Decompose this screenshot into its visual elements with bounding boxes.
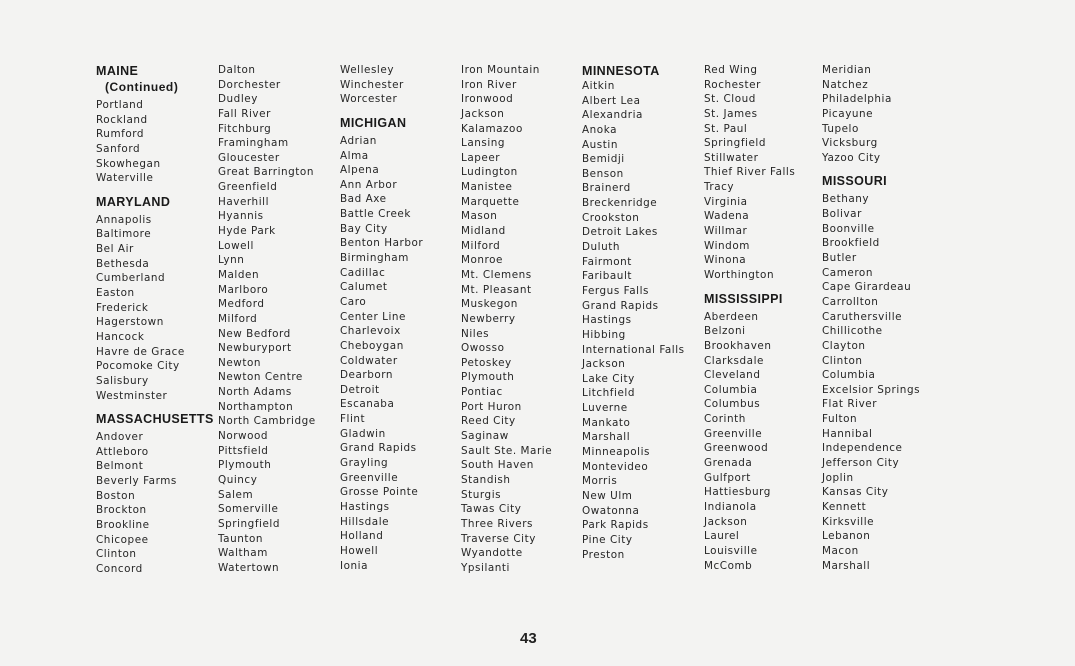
city-entry: Chillicothe	[822, 325, 883, 338]
city-entry: Marshall	[822, 559, 871, 572]
state-heading: MICHIGAN	[340, 115, 407, 130]
city-entry: Corinth	[704, 413, 746, 426]
city-entry: Quincy	[218, 473, 258, 486]
city-entry: Yazoo City	[822, 151, 881, 164]
city-entry: Hyannis	[218, 210, 264, 223]
city-entry: Taunton	[218, 532, 264, 545]
city-entry: Monroe	[461, 254, 504, 267]
city-entry: Iron River	[461, 78, 517, 91]
city-entry: Preston	[582, 548, 625, 561]
city-entry: Lowell	[218, 239, 254, 252]
city-entry: Midland	[461, 225, 506, 238]
city-entry: Tawas City	[461, 503, 522, 516]
city-entry: Waltham	[218, 547, 268, 560]
city-entry: Belmont	[96, 460, 144, 473]
city-entry: Newton	[218, 356, 261, 369]
city-entry: Litchfield	[582, 387, 635, 400]
city-entry: Gulfport	[704, 471, 751, 484]
city-entry: Thief River Falls	[704, 166, 796, 179]
city-entry: Detroit	[340, 383, 380, 396]
city-entry: Reed City	[461, 415, 516, 428]
city-entry: Manistee	[461, 181, 513, 194]
city-entry: Meridian	[822, 64, 872, 76]
city-entry: Standish	[461, 473, 511, 486]
city-entry: Kennett	[822, 500, 867, 513]
city-entry: Milford	[461, 239, 501, 252]
city-entry: Lansing	[461, 137, 506, 150]
city-entry: Philadelphia	[822, 93, 892, 106]
city-entry: Gladwin	[340, 427, 386, 440]
city-entry: Great Barrington	[218, 166, 314, 179]
city-entry: Mt. Clemens	[461, 268, 532, 281]
city-entry: Flint	[340, 413, 366, 426]
city-entry: Morris	[582, 475, 618, 488]
state-heading: MASSACHUSETTS	[96, 412, 214, 427]
city-entry: Cumberland	[96, 272, 166, 285]
city-entry: Framingham	[218, 137, 289, 150]
city-entry: Ypsilanti	[461, 561, 510, 574]
column-5	[582, 63, 707, 562]
city-entry: Grand Rapids	[340, 442, 417, 455]
city-entry: Tupelo	[822, 122, 859, 135]
city-entry: Sanford	[96, 142, 141, 155]
city-entry: Sault Ste. Marie	[461, 444, 553, 457]
city-entry: Newton Centre	[218, 371, 303, 384]
city-entry: Lapeer	[461, 151, 501, 164]
city-entry: Malden	[218, 268, 260, 281]
city-entry: Duluth	[582, 241, 621, 254]
city-entry: Port Huron	[461, 400, 522, 413]
city-entry: Anoka	[582, 123, 618, 136]
city-entry: Baltimore	[96, 228, 152, 241]
city-entry: Stillwater	[704, 151, 759, 164]
city-entry: Independence	[822, 442, 903, 455]
city-entry: Adrian	[340, 134, 377, 147]
state-heading: MISSOURI	[822, 174, 888, 189]
city-entry: Fulton	[822, 413, 858, 426]
city-entry: Clinton	[96, 548, 137, 561]
city-entry: Fergus Falls	[582, 284, 649, 297]
city-entry: Brookfield	[822, 237, 880, 250]
city-entry: Winona	[704, 254, 747, 267]
city-entry: Three Rivers	[461, 517, 533, 530]
city-entry: Birmingham	[340, 252, 409, 265]
city-entry: Bolivar	[822, 208, 862, 221]
city-entry: Picayune	[822, 107, 874, 120]
city-entry: Frederick	[96, 301, 149, 314]
city-entry: Alexandria	[582, 109, 643, 122]
city-entry: Belzoni	[704, 325, 746, 338]
city-entry: Mt. Pleasant	[461, 283, 532, 296]
city-entry: McComb	[704, 559, 753, 572]
city-entry: South Haven	[461, 459, 534, 472]
city-entry: Dearborn	[340, 369, 394, 382]
city-entry: Rochester	[704, 78, 761, 91]
city-entry: Haverhill	[218, 195, 270, 208]
city-entry: Somerville	[218, 503, 279, 516]
city-entry: Carrollton	[822, 295, 879, 308]
city-entry: Red Wing	[704, 64, 758, 76]
city-entry: Cadillac	[340, 266, 386, 279]
city-entry: Laurel	[704, 530, 740, 543]
city-entry: Cameron	[822, 266, 873, 279]
city-entry: Beverly Farms	[96, 475, 177, 488]
city-entry: Gloucester	[218, 151, 280, 164]
city-entry: Macon	[822, 544, 859, 557]
city-entry: Portland	[96, 99, 144, 111]
city-entry: Skowhegan	[96, 157, 161, 170]
city-entry: Columbia	[822, 369, 876, 382]
city-entry: Bel Air	[96, 243, 134, 256]
city-entry: Worthington	[704, 268, 775, 281]
city-entry: Fairmont	[582, 255, 632, 268]
city-entry: Bemidji	[582, 153, 625, 166]
city-entry: Pittsfield	[218, 444, 269, 457]
city-entry: Detroit Lakes	[582, 226, 658, 239]
city-entry: Albert Lea	[582, 94, 641, 107]
city-entry: Jackson	[582, 358, 626, 371]
city-entry: Holland	[340, 530, 384, 543]
city-entry: Grand Rapids	[582, 299, 659, 312]
city-entry: Bad Axe	[340, 193, 387, 206]
city-entry: Chicopee	[96, 533, 149, 546]
city-entry: Vicksburg	[822, 137, 878, 150]
column-6	[704, 63, 829, 573]
city-entry: Plymouth	[218, 459, 272, 472]
continued-label: (Continued)	[105, 80, 179, 94]
city-entry: Kansas City	[822, 486, 889, 499]
city-entry: Pocomoke City	[96, 360, 180, 373]
column-7	[822, 63, 947, 573]
city-entry: Lebanon	[822, 530, 871, 543]
city-entry: Center Line	[340, 310, 406, 323]
city-entry: Andover	[96, 431, 144, 444]
city-entry: Howell	[340, 544, 379, 557]
city-entry: Hattiesburg	[704, 486, 771, 499]
city-entry: Dalton	[218, 64, 256, 76]
city-entry: Salisbury	[96, 374, 149, 387]
city-entry: Joplin	[822, 471, 854, 484]
city-entry: Luverne	[582, 402, 628, 415]
city-entry: Ludington	[461, 166, 518, 179]
city-entry: International Falls	[582, 343, 685, 356]
city-entry: Newburyport	[218, 342, 292, 355]
city-entry: St. Paul	[704, 122, 748, 135]
city-entry: Aitkin	[582, 80, 615, 92]
city-entry: Hillsdale	[340, 515, 390, 528]
city-entry: Wyandotte	[461, 547, 523, 560]
city-entry: Brookhaven	[704, 339, 772, 352]
city-entry: Rumford	[96, 128, 145, 141]
city-entry: Havre de Grace	[96, 345, 185, 358]
city-entry: Hyde Park	[218, 225, 276, 238]
city-entry: Louisville	[704, 544, 758, 557]
city-entry: Wadena	[704, 210, 750, 223]
city-entry: Medford	[218, 298, 265, 311]
city-entry: Brockton	[96, 504, 147, 517]
city-entry: Flat River	[822, 398, 878, 411]
city-entry: Hibbing	[582, 328, 626, 341]
city-entry: Hannibal	[822, 427, 873, 440]
city-entry: Newberry	[461, 312, 516, 325]
city-entry: Waterville	[96, 172, 154, 185]
state-heading: MINNESOTA	[582, 64, 660, 78]
city-entry: Salem	[218, 488, 254, 501]
city-entry: Niles	[461, 327, 490, 340]
city-entry: Coldwater	[340, 354, 398, 367]
city-entry: Norwood	[218, 430, 269, 443]
city-entry: Owatonna	[582, 504, 640, 517]
city-entry: Petoskey	[461, 356, 512, 369]
city-entry: Plymouth	[461, 371, 515, 384]
city-entry: Marshall	[582, 431, 631, 444]
city-entry: Virginia	[704, 195, 748, 208]
city-entry: Hancock	[96, 330, 145, 343]
city-entry: Watertown	[218, 561, 280, 574]
state-heading: MAINE	[96, 64, 139, 78]
city-entry: Clayton	[822, 339, 866, 352]
city-entry: Kalamazoo	[461, 122, 523, 135]
city-entry: North Cambridge	[218, 415, 316, 428]
city-entry: Milford	[218, 312, 258, 325]
city-entry: New Ulm	[582, 489, 633, 502]
city-entry: Greenville	[340, 471, 399, 484]
city-entry: Benton Harbor	[340, 237, 424, 250]
city-entry: Columbia	[704, 383, 758, 396]
city-entry: Clinton	[822, 354, 863, 367]
city-entry: Willmar	[704, 225, 748, 238]
city-entry: Muskegon	[461, 298, 518, 311]
city-entry: Worcester	[340, 93, 398, 106]
city-entry: Escanaba	[340, 398, 395, 411]
city-entry: Westminster	[96, 389, 168, 402]
city-entry: Owosso	[461, 342, 505, 355]
city-entry: Cape Girardeau	[822, 281, 912, 294]
city-entry: Fitchburg	[218, 122, 272, 135]
column-3	[340, 63, 465, 573]
city-entry: Winchester	[340, 78, 404, 91]
city-entry: Aberdeen	[704, 310, 759, 323]
city-entry: Dudley	[218, 93, 258, 106]
city-entry: Benson	[582, 167, 624, 180]
city-entry: Butler	[822, 252, 857, 265]
city-entry: Bethesda	[96, 257, 150, 270]
column-2	[218, 63, 343, 575]
city-entry: Cheboygan	[340, 339, 404, 352]
city-entry: Iron Mountain	[461, 64, 540, 76]
city-entry: Caruthersville	[822, 310, 903, 323]
column-4	[461, 63, 586, 575]
city-entry: St. Cloud	[704, 93, 756, 106]
city-entry: Bay City	[340, 222, 388, 235]
city-entry: Marquette	[461, 195, 520, 208]
city-entry: Calumet	[340, 281, 388, 294]
city-entry: Grayling	[340, 457, 389, 470]
city-entry: Wellesley	[340, 64, 395, 76]
city-entry: Pontiac	[461, 386, 503, 399]
city-entry: Austin	[582, 138, 618, 151]
column-1	[96, 63, 221, 577]
city-entry: Sturgis	[461, 488, 502, 501]
city-entry: Grosse Pointe	[340, 486, 419, 499]
city-entry: Ironwood	[461, 93, 514, 106]
state-heading: MARYLAND	[96, 194, 171, 209]
city-entry: Battle Creek	[340, 208, 411, 221]
city-entry: Grenada	[704, 457, 753, 470]
city-entry: Crookston	[582, 211, 640, 224]
city-entry: Saginaw	[461, 430, 509, 443]
city-entry: Lake City	[582, 372, 635, 385]
city-entry: Bethany	[822, 193, 870, 206]
city-entry: Excelsior Springs	[822, 383, 921, 396]
city-entry: Jackson	[461, 107, 505, 120]
city-entry: Charlevoix	[340, 325, 401, 338]
city-entry: Easton	[96, 287, 135, 300]
city-entry: Hagerstown	[96, 316, 164, 329]
city-entry: Marlboro	[218, 283, 269, 296]
state-heading: MISSISSIPPI	[704, 291, 783, 306]
city-entry: Faribault	[582, 270, 633, 283]
city-entry: Fall River	[218, 107, 271, 120]
city-entry: Mason	[461, 210, 498, 223]
city-entry: Boonville	[822, 222, 875, 235]
city-entry: Breckenridge	[582, 197, 658, 210]
city-entry: Greenville	[704, 427, 763, 440]
city-entry: Windom	[704, 239, 750, 252]
city-entry: Tracy	[704, 181, 735, 194]
page-number: 43	[520, 630, 537, 647]
city-entry: Springfield	[218, 517, 281, 530]
city-entry: Northampton	[218, 400, 294, 413]
city-entry: Indianola	[704, 500, 757, 513]
city-entry: Park Rapids	[582, 519, 649, 532]
city-entry: Jefferson City	[822, 457, 900, 470]
city-entry: Clarksdale	[704, 354, 764, 367]
city-entry: Dorchester	[218, 78, 281, 91]
city-entry: Mankato	[582, 416, 631, 429]
city-entry: Minneapolis	[582, 446, 650, 459]
city-entry: Caro	[340, 295, 367, 308]
city-entry: Annapolis	[96, 213, 152, 226]
city-entry: Brookline	[96, 519, 150, 532]
city-entry: Lynn	[218, 254, 245, 267]
city-entry: North Adams	[218, 386, 292, 399]
city-entry: Pine City	[582, 533, 633, 546]
city-entry: Ann Arbor	[340, 178, 398, 191]
city-entry: Greenwood	[704, 442, 769, 455]
city-entry: Alpena	[340, 164, 380, 177]
city-entry: Traverse City	[461, 532, 536, 545]
city-entry: Columbus	[704, 398, 761, 411]
city-entry: New Bedford	[218, 327, 291, 340]
city-entry: Boston	[96, 489, 136, 502]
city-entry: Attleboro	[96, 445, 149, 458]
city-entry: Concord	[96, 562, 143, 575]
city-entry: Montevideo	[582, 460, 649, 473]
city-entry: Cleveland	[704, 369, 761, 382]
city-entry: Rockland	[96, 113, 148, 126]
city-entry: Springfield	[704, 137, 767, 150]
city-entry: Brainerd	[582, 182, 631, 195]
city-entry: Natchez	[822, 78, 869, 91]
city-entry: Greenfield	[218, 181, 278, 194]
city-entry: Hastings	[582, 314, 632, 327]
city-entry: Jackson	[704, 515, 748, 528]
city-entry: Hastings	[340, 500, 390, 513]
city-entry: Ionia	[340, 559, 369, 572]
city-entry: Kirksville	[822, 515, 875, 528]
city-entry: St. James	[704, 107, 758, 120]
city-entry: Alma	[340, 149, 369, 162]
